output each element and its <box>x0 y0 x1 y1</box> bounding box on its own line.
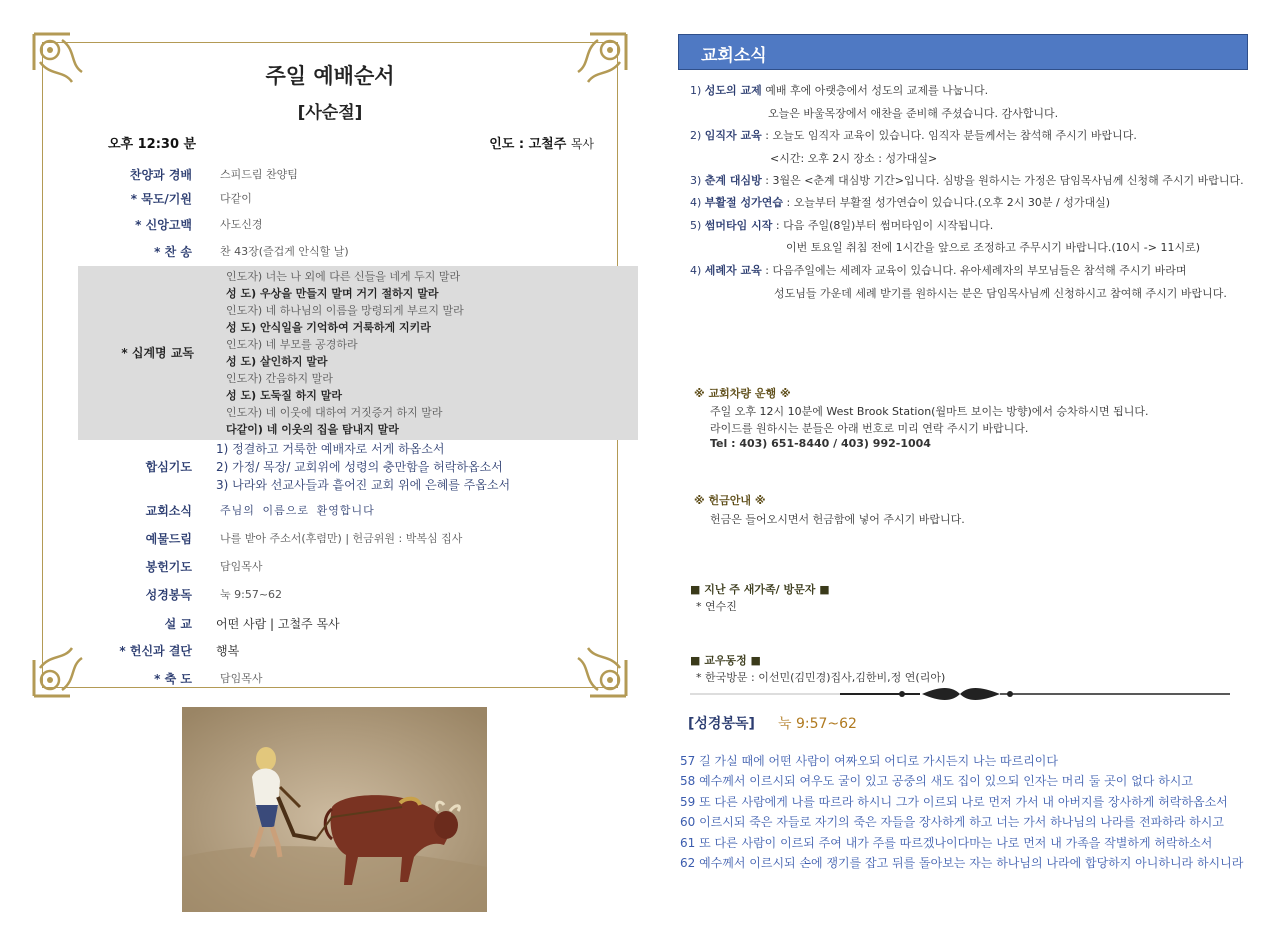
prayer-label: 합심기도 <box>145 460 192 474</box>
order-item <box>78 190 598 210</box>
order-item <box>78 243 598 263</box>
order-label: 교회소식 <box>145 504 192 518</box>
order-value: 행복 <box>216 644 240 658</box>
creed-line: 성 도) 우상을 만들지 말며 거기 절하지 말라 <box>226 287 439 300</box>
order-item <box>78 166 598 186</box>
order-label: * 헌신과 결단 <box>119 644 192 658</box>
order-value: 담임목사 <box>220 560 263 573</box>
worship-order-panel <box>30 30 630 700</box>
news-item: <시간: 오후 2시 장소 : 성가대실> <box>770 152 938 165</box>
order-value: 어떤 사람 | 고철주 목사 <box>216 617 340 631</box>
members-title: ■ 교우동정 ■ <box>690 654 761 667</box>
creed-line: 성 도) 살인하지 말라 <box>226 355 328 368</box>
order-item <box>78 615 598 635</box>
order-label: * 묵도/기원 <box>130 192 192 206</box>
vehicle-title: ※ 교회차량 운행 ※ <box>694 387 791 400</box>
ornamental-divider-icon <box>690 686 1250 706</box>
news-item: 5) 썸머타임 시작 : 다음 주일(8일)부터 썸머타임이 시작됩니다. <box>690 219 994 232</box>
page-title: 주일 예배순서 <box>265 64 395 88</box>
visitors-text: * 연수진 <box>696 600 737 613</box>
order-value: 나를 받아 주소서(후렴만) | 헌금위원 : 박복심 집사 <box>220 532 463 545</box>
creed-label: * 십계명 교독 <box>121 346 194 360</box>
order-item <box>78 586 598 606</box>
order-label: 성경봉독 <box>145 588 192 602</box>
order-value: 찬 43장(즐겁게 안식할 날) <box>220 245 349 258</box>
members-text: * 한국방문 : 이선민(김민경)집사,김한비,정 연(리아) <box>696 671 946 684</box>
plowing-illustration <box>182 707 487 912</box>
vehicle-line: 주일 오후 12시 10분에 West Brook Station(월마트 보이는 방향)에서 승차하시면 됩니다. <box>710 405 1149 418</box>
order-item <box>78 216 598 236</box>
service-leader: 인도 : 고철주 목사 <box>489 137 594 152</box>
order-value: 사도신경 <box>220 218 263 231</box>
bible-reading-heading: [성경봉독] <box>688 716 755 732</box>
creed-line: 인도자) 네 이웃에 대하여 거짓증거 하지 말라 <box>226 406 443 419</box>
order-item <box>78 530 598 550</box>
bible-verse: 57 길 가실 때에 어떤 사람이 여짜오되 어디로 가시든지 나는 따르리이다 <box>680 754 1058 768</box>
order-label: * 찬 송 <box>154 245 192 259</box>
order-item <box>78 558 598 578</box>
creed-line: 인도자) 간음하지 말라 <box>226 372 333 385</box>
order-label: * 축 도 <box>154 672 192 686</box>
news-item: 2) 임직자 교육 : 오늘도 임직자 교육이 있습니다. 임직자 분들께서는 참석해 주시기 바랍니다. <box>690 129 1137 142</box>
order-value: 다같이 <box>220 192 252 205</box>
order-label: 봉헌기도 <box>145 560 192 574</box>
order-value: 눅 9:57~62 <box>220 588 283 601</box>
order-label: 설 교 <box>164 617 192 631</box>
news-item: 3) 춘계 대심방 : 3월은 <춘계 대심방 기간>입니다. 심방을 원하시는 가정은 담임목사님께 신청해 주시기 바랍니다. <box>690 174 1244 187</box>
news-item: 4) 부활절 성가연습 : 오늘부터 부활절 성가연습이 있습니다.(오후 2시 30분 / 성가대실) <box>690 196 1110 209</box>
bible-verse: 61 또 다른 사람이 이르되 주여 내가 주를 따르겠나이다마는 나로 먼저 내 가족을 작별하게 허락하소서 <box>680 836 1213 850</box>
bible-reference: 눅 9:57~62 <box>778 716 857 732</box>
order-value: 담임목사 <box>220 672 263 685</box>
bible-verse: 58 예수께서 이르시되 여우도 굴이 있고 공중의 새도 집이 있으되 인자는 머리 둘 곳이 없다 하시고 <box>680 774 1193 788</box>
creed-line: 성 도) 도둑질 하지 말라 <box>226 389 342 402</box>
offering-text: 헌금은 들어오시면서 헌금함에 넣어 주시기 바랍니다. <box>710 513 965 526</box>
prayer-line: 2) 가정/ 목장/ 교회위에 성령의 충만함을 허락하옵소서 <box>216 460 503 474</box>
order-value: 스피드림 찬양팀 <box>220 168 298 181</box>
order-item <box>78 502 598 522</box>
news-item: 성도님들 가운데 세례 받기를 원하시는 분은 담임목사님께 신청하시고 참여해 주시기 바랍니다. <box>774 287 1227 300</box>
order-label: 찬양과 경배 <box>129 168 192 182</box>
season-subtitle: [사순절] <box>297 103 363 123</box>
news-item: 오늘은 바울목장에서 애찬을 준비해 주셨습니다. 감사합니다. <box>768 107 1059 120</box>
prayer-line: 3) 나라와 선교사들과 흩어진 교회 위에 은혜를 주옵소서 <box>216 478 511 492</box>
church-news-title: 교회소식 <box>701 46 767 66</box>
service-time: 오후 12:30 분 <box>108 137 197 152</box>
creed-line: 인도자) 너는 나 외에 다른 신들을 네게 두지 말라 <box>226 270 461 283</box>
order-item <box>78 670 598 690</box>
offering-title: ※ 헌금안내 ※ <box>694 494 766 507</box>
news-item: 4) 세례자 교육 : 다음주일에는 세례자 교육이 있습니다. 유아세례자의 부모님들은 참석해 주시기 바라며 <box>690 264 1187 277</box>
vehicle-line: 라이드를 원하시는 분들은 아래 번호로 미리 연락 주시기 바랍니다. <box>710 422 1029 435</box>
news-item: 1) 성도의 교제 예배 후에 아랫층에서 성도의 교제를 나눕니다. <box>690 84 989 97</box>
bible-verse: 60 이르시되 죽은 자들로 자기의 죽은 자들을 장사하게 하고 너는 가서 하나님의 나라를 전파하라 하시고 <box>680 815 1224 829</box>
bible-verse: 62 예수께서 이르시되 손에 쟁기를 잡고 뒤를 돌아보는 자는 하나님의 나라에 합당하지 아니하니라 하시니라 <box>680 856 1244 870</box>
ten-commandments-reading <box>78 266 638 440</box>
order-value: 주님의 이름으로 환영합니다 <box>220 504 375 517</box>
vehicle-phone: Tel : 403) 651-8440 / 403) 992-1004 <box>710 437 931 450</box>
bible-verse: 59 또 다른 사람에게 나를 따르라 하시니 그가 이르되 나로 먼저 가서 내 아버지를 장사하게 허락하옵소서 <box>680 795 1228 809</box>
prayer-line: 1) 정결하고 거룩한 예배자로 서게 하옵소서 <box>216 442 445 456</box>
creed-line: 인도자) 네 부모를 공경하라 <box>226 338 358 351</box>
creed-line: 다같이) 네 이웃의 집을 탐내지 말라 <box>226 423 399 436</box>
order-item <box>78 642 598 662</box>
order-label: * 신앙고백 <box>135 218 192 232</box>
church-news-header <box>678 34 1248 70</box>
order-label: 예물드림 <box>145 532 192 546</box>
prayer-section <box>78 440 598 496</box>
creed-line: 성 도) 안식일을 기억하여 거룩하게 지키라 <box>226 321 431 334</box>
visitors-title: ■ 지난 주 새가족/ 방문자 ■ <box>690 583 830 596</box>
creed-line: 인도자) 네 하나님의 이름을 망령되게 부르지 말라 <box>226 304 464 317</box>
news-item: 이번 토요일 취침 전에 1시간을 앞으로 조정하고 주무시기 바랍니다.(10시 -> 11시로) <box>786 241 1201 254</box>
